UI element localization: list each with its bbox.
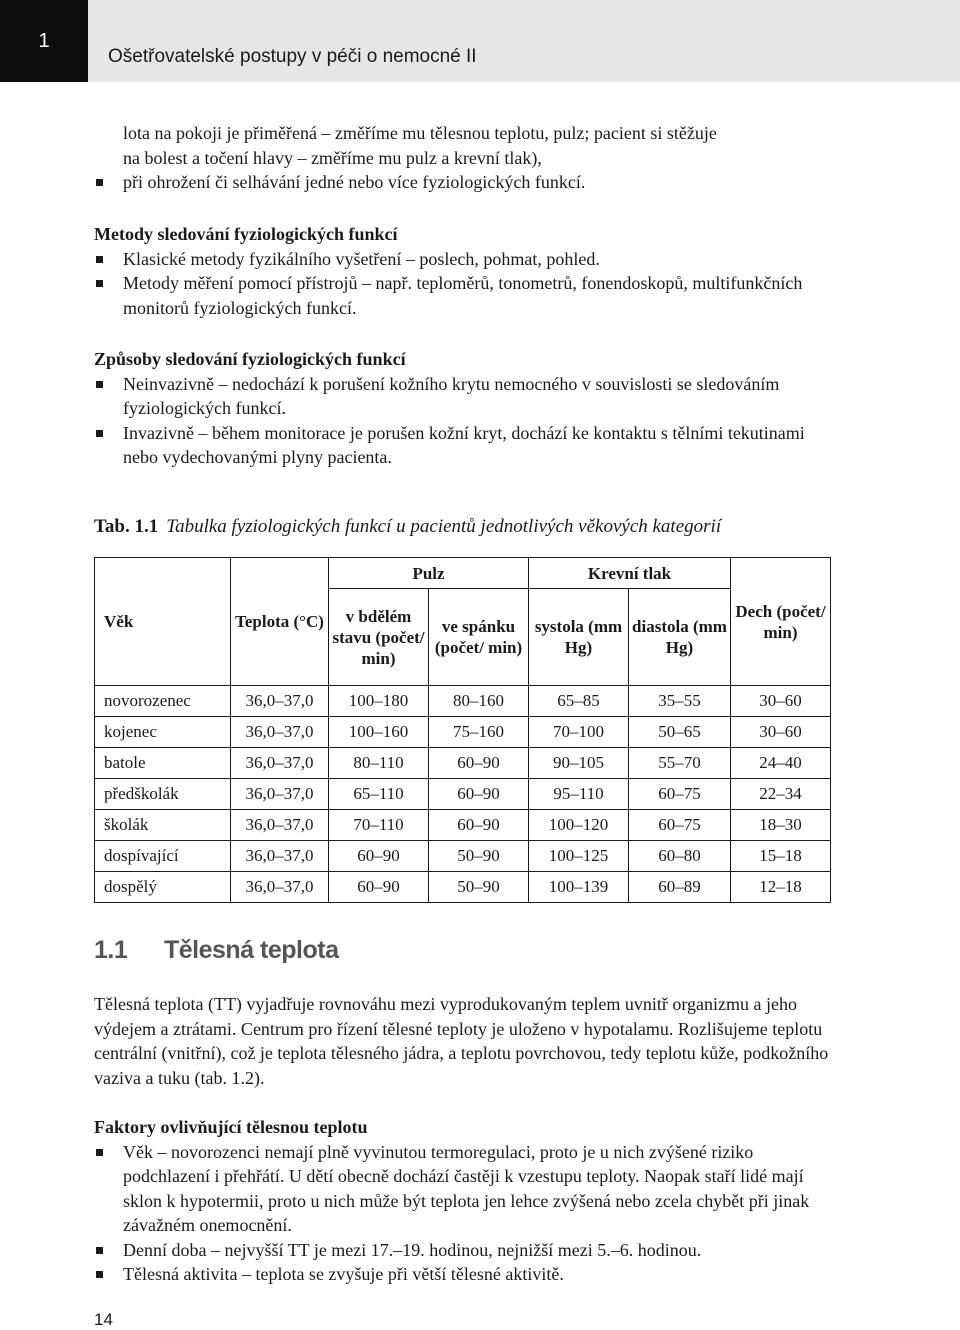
factors-heading: Faktory ovlivňující tělesnou teplotu xyxy=(94,1117,368,1137)
table-cell: 35–55 xyxy=(629,686,731,717)
intro-line: na bolest a točení hlavy – změříme mu pulz a krevní tlak), xyxy=(123,147,542,168)
table-cell: 100–160 xyxy=(329,717,429,748)
table-cell: 55–70 xyxy=(629,748,731,779)
table-cell: 60–90 xyxy=(429,779,529,810)
page-header xyxy=(0,0,960,82)
table-cell: 50–90 xyxy=(429,841,529,872)
table-row xyxy=(95,841,831,872)
section-heading xyxy=(94,936,339,965)
list-item: Neinvazivně – nedochází k porušení kožního krytu nemocného v souvislosti se sledováním fyziologických funkcí. xyxy=(94,372,834,421)
table-cell: 36,0–37,0 xyxy=(231,748,329,779)
ways-block xyxy=(94,347,834,470)
header-pulse-sleep: ve spánku (počet/ min) xyxy=(429,589,529,686)
intro-line: lota na pokoji je přiměřená – změříme mu tělesnou teplotu, pulz; pacient si stěžuje xyxy=(123,123,717,143)
table-cell: dospívající xyxy=(95,841,231,872)
header-diastole: diastola (mm Hg) xyxy=(629,589,731,686)
table-cell: 36,0–37,0 xyxy=(231,686,329,717)
table-cell: 75–160 xyxy=(429,717,529,748)
table-cell: 30–60 xyxy=(731,686,831,717)
table-row xyxy=(95,748,831,779)
table-cell: 24–40 xyxy=(731,748,831,779)
table-cell: 36,0–37,0 xyxy=(231,779,329,810)
table-cell: 100–120 xyxy=(529,810,629,841)
list-item: Metody měření pomocí přístrojů – např. teploměrů, tonometrů, fonendoskopů, multifunkčních monitorů fyziologických funkcí. xyxy=(94,271,834,320)
methods-block xyxy=(94,222,834,320)
table-cell: 36,0–37,0 xyxy=(231,717,329,748)
table-cell: 65–110 xyxy=(329,779,429,810)
table-cell: 100–180 xyxy=(329,686,429,717)
table-cell: 18–30 xyxy=(731,810,831,841)
ways-heading: Způsoby sledování fyziologických funkcí xyxy=(94,349,406,369)
intro-block xyxy=(94,121,834,195)
table-cell: 60–90 xyxy=(329,841,429,872)
table-cell: 60–90 xyxy=(329,872,429,903)
header-pulse: Pulz xyxy=(329,558,529,589)
header-age: Věk xyxy=(95,558,231,686)
table-caption-label: Tab. 1.1 xyxy=(94,516,159,537)
table-caption-text: Tabulka fyziologických funkcí u pacientů jednotlivých věkových kategorií xyxy=(166,516,722,537)
table-row xyxy=(95,717,831,748)
running-title: Ošetřovatelské postupy v péči o nemocné II xyxy=(108,46,477,67)
table-cell: 100–125 xyxy=(529,841,629,872)
table-row xyxy=(95,810,831,841)
page-number: 14 xyxy=(94,1310,113,1329)
table-cell: 36,0–37,0 xyxy=(231,810,329,841)
table-cell: 15–18 xyxy=(731,841,831,872)
list-item: při ohrožení či selhávání jedné nebo více fyziologických funkcí. xyxy=(94,170,834,195)
table-cell: školák xyxy=(95,810,231,841)
table-caption xyxy=(94,516,721,538)
physiological-functions-table xyxy=(94,557,831,903)
table-cell: 60–90 xyxy=(429,810,529,841)
table-cell: 60–75 xyxy=(629,779,731,810)
header-systole: systola (mm Hg) xyxy=(529,589,629,686)
table-cell: 80–160 xyxy=(429,686,529,717)
methods-heading: Metody sledování fyziologických funkcí xyxy=(94,224,398,244)
table-cell: 100–139 xyxy=(529,872,629,903)
header-pulse-awake: v bdělém stavu (počet/ min) xyxy=(329,589,429,686)
table-cell: kojenec xyxy=(95,717,231,748)
table-cell: 60–89 xyxy=(629,872,731,903)
table-cell: 90–105 xyxy=(529,748,629,779)
chapter-number: 1 xyxy=(0,0,88,82)
table-cell: 80–110 xyxy=(329,748,429,779)
table-cell: 95–110 xyxy=(529,779,629,810)
header-breath: Dech (počet/ min) xyxy=(731,558,831,686)
table-cell: dospělý xyxy=(95,872,231,903)
table-cell: batole xyxy=(95,748,231,779)
table-cell: 36,0–37,0 xyxy=(231,841,329,872)
table-cell: 36,0–37,0 xyxy=(231,872,329,903)
table-cell: 50–65 xyxy=(629,717,731,748)
table-cell: 70–110 xyxy=(329,810,429,841)
section-number: 1.1 xyxy=(94,936,128,964)
section-title: Tělesná teplota xyxy=(164,936,339,964)
table-cell: předškolák xyxy=(95,779,231,810)
table-row xyxy=(95,779,831,810)
list-item: Tělesná aktivita – teplota se zvyšuje při větší tělesné aktivitě. xyxy=(94,1262,834,1287)
list-item: Klasické metody fyzikálního vyšetření – poslech, pohmat, pohled. xyxy=(94,247,834,272)
table-cell: 65–85 xyxy=(529,686,629,717)
table-cell: 60–75 xyxy=(629,810,731,841)
list-item: Věk – novorozenci nemají plně vyvinutou termoregulaci, proto je u nich zvýšené riziko podchlazení i přehřátí. U dětí obecně dochází častěji k vzestupu teploty. Naopak staří lidé mají sklon k hypotermii, proto u nich může být teplota jen lehce zvýšená nebo zcela chybět při jinak závažném onemocnění. xyxy=(94,1140,834,1238)
table-cell: 70–100 xyxy=(529,717,629,748)
header-temperature: Teplota (°C) xyxy=(231,558,329,686)
table-cell: 30–60 xyxy=(731,717,831,748)
header-blood-pressure: Krevní tlak xyxy=(529,558,731,589)
factors-block xyxy=(94,1115,834,1287)
table-cell: novorozenec xyxy=(95,686,231,717)
section-paragraph: Tělesná teplota (TT) vyjadřuje rovnováhu mezi vyprodukovaným teplem uvnitř organizmu a jeho výdejem a ztrátami. Centrum pro řízení tělesné teploty je uloženo v hypotalamu. Rozlišujeme teplotu centrální (vnitřní), což je teplota tělesného jádra, a teplotu povrchovou, tedy teplotu kůže, podkožního vaziva a tuku (tab. 1.2). xyxy=(94,994,829,1088)
list-item: Invazivně – během monitorace je porušen kožní kryt, dochází ke kontaktu s tělními tekutinami nebo vydechovanými plyny pacienta. xyxy=(94,421,834,470)
table-cell: 12–18 xyxy=(731,872,831,903)
list-item: Denní doba – nejvyšší TT je mezi 17.–19. hodinou, nejnižší mezi 5.–6. hodinou. xyxy=(94,1238,834,1263)
table-cell: 22–34 xyxy=(731,779,831,810)
table-cell: 60–90 xyxy=(429,748,529,779)
table-cell: 50–90 xyxy=(429,872,529,903)
table-cell: 60–80 xyxy=(629,841,731,872)
table-row xyxy=(95,872,831,903)
table-row xyxy=(95,686,831,717)
